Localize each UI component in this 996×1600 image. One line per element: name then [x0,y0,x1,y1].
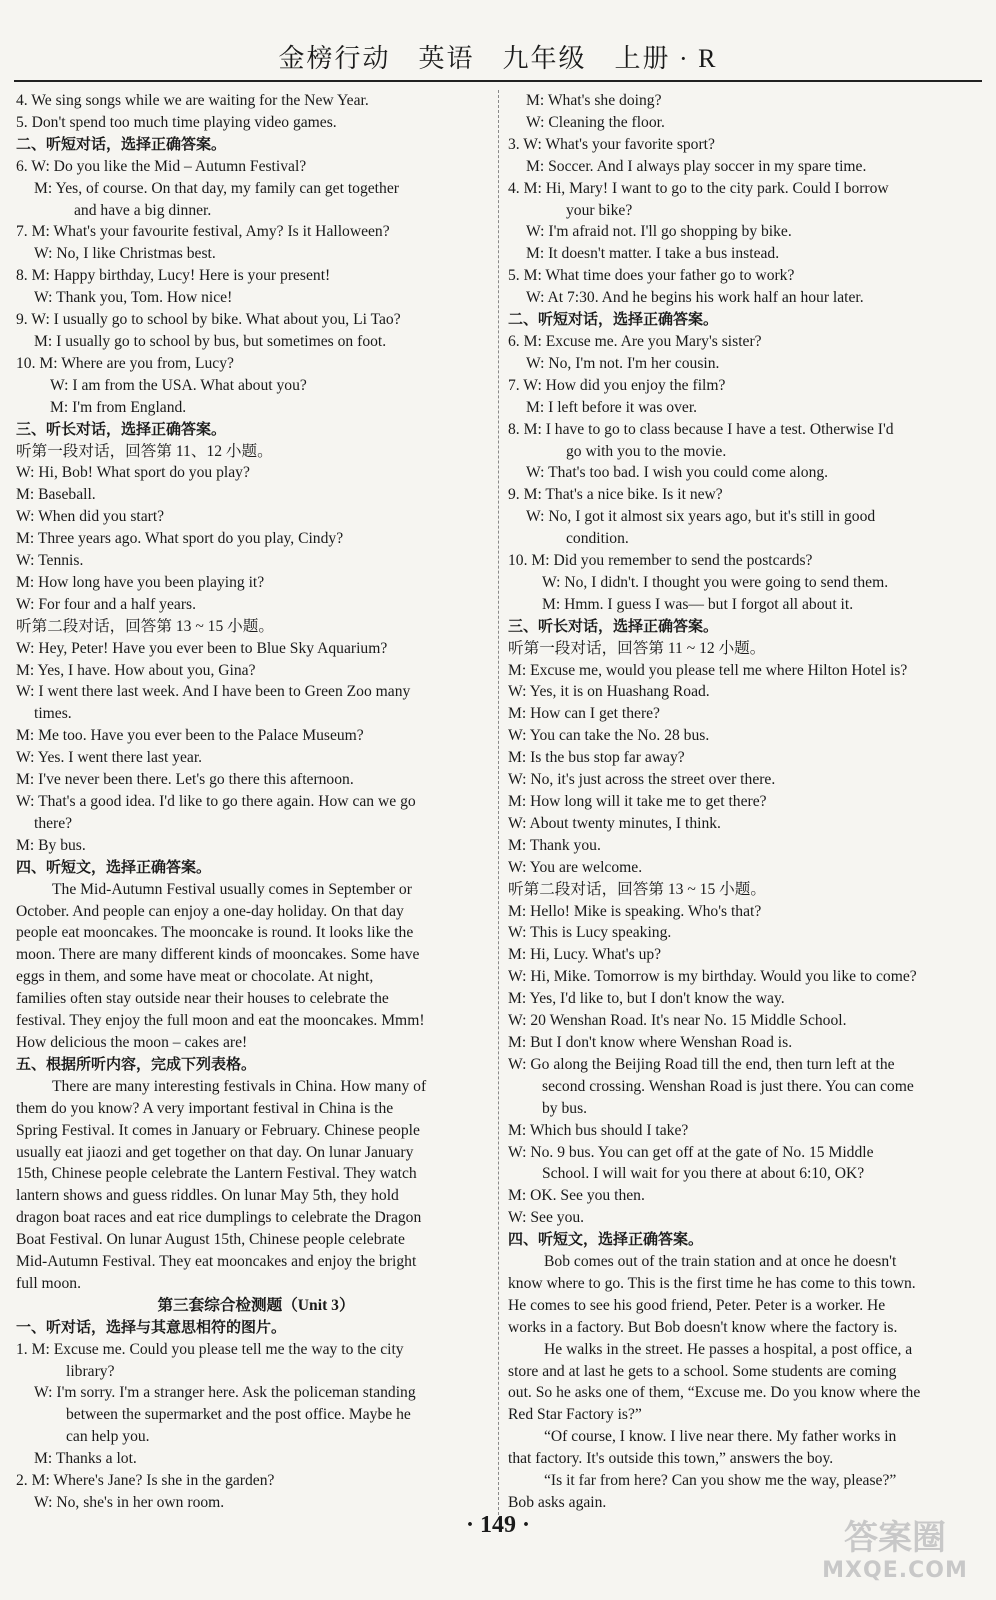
left-text-line: can help you. [66,1428,150,1446]
right-text-line: 7. W: How did you enjoy the film? [508,376,726,394]
right-text-line: 3. W: What's your favorite sport? [508,135,715,153]
right-text-line: know where to go. This is the first time he has come to this town. [508,1274,916,1292]
left-text-line: W: Thank you, Tom. How nice! [34,289,233,307]
right-text-line: M: How can I get there? [508,705,660,723]
left-text-line: W: That's a good idea. I'd like to go there again. How can we go [16,793,416,810]
left-section-heading: 三、听长对话，选择正确答案。 [16,419,227,438]
right-text-line: W: At 7:30. And he begins his work half an hour later. [526,289,864,307]
header-rule [14,80,982,82]
right-text-line: M: Hmm. I guess I was— but I forgot all about it. [542,595,854,613]
right-text-line: W: No, I got it almost six years ago, but it's still in good [526,508,876,526]
left-text-line: Boat Festival. On lunar August 15th, Chinese people celebrate [16,1231,405,1249]
right-text-line: W: No, I didn't. I thought you were going to send them. [542,573,889,591]
right-text-line: M: Is the bus stop far away? [508,749,685,767]
right-section-heading: 二、听短对话，选择正确答案。 [508,310,719,329]
right-section-heading: 四、听短文，选择正确答案。 [508,1230,704,1249]
right-text-line: M: It doesn't matter. I take a bus instead. [526,245,780,263]
left-text-line: M: Yes, I have. How about you, Gina? [16,661,256,679]
left-text-line: 15th, Chinese people celebrate the Lantern Festival. They watch [16,1165,417,1183]
right-text-line: out. So he asks one of them, “Excuse me. Do you know where the [508,1384,921,1402]
left-section-heading: 一、听对话，选择与其意思相符的图片。 [16,1317,287,1336]
left-text-line: 2. M: Where's Jane? Is she in the garden? [16,1472,275,1490]
left-text-line: M: How long have you been playing it? [16,573,265,591]
right-text-line: W: That's too bad. I wish you could come along. [526,464,829,482]
left-text-line: usually eat jiaozi and get together on that day. On lunar January [16,1143,414,1161]
left-text-line: 听第二段对话，回答第 13 ~ 15 小题。 [16,617,274,635]
left-text-line: October. And people can enjoy a one-day holiday. On that day [16,902,404,920]
left-text-line: The Mid-Autumn Festival usually comes in September or [52,880,412,898]
right-text-line: your bike? [566,201,633,219]
right-text-line: Bob asks again. [508,1494,607,1511]
left-text-line: W: I'm sorry. I'm a stranger here. Ask the policeman standing [34,1384,416,1402]
right-text-line: Red Star Factory is?” [508,1406,642,1424]
right-text-line: Bob comes out of the train station and at once he doesn't [544,1253,897,1271]
right-text-line: W: No. 9 bus. You can get off at the gate of No. 15 Middle [508,1143,874,1161]
right-text-line: by bus. [542,1099,588,1117]
left-text-line: M: Three years ago. What sport do you play, Cindy? [16,530,344,548]
right-text-line: W: Yes, it is on Huashang Road. [508,683,710,701]
left-text-line: W: Yes. I went there last year. [16,749,203,767]
running-header: 金榜行动 英语 九年级 上册 · R [278,44,718,73]
left-text-line: Mid-Autumn Festival. They eat mooncakes and enjoy the bright [16,1253,417,1271]
right-text-line: M: Soccer. And I always play soccer in my spare time. [526,157,867,175]
right-text-line: go with you to the movie. [566,442,727,460]
right-text-line: M: Yes, I'd like to, but I don't know the way. [508,990,785,1008]
right-text-line: condition. [566,530,629,548]
left-text-line: W: I am from the USA. What about you? [50,376,307,394]
left-text-line: moon. There are many different kinds of mooncakes. Some have [16,946,420,964]
left-text-line: M: Me too. Have you ever been to the Palace Museum? [16,727,364,745]
left-text-line: lantern shows and guess riddles. On lunar May 5th, they hold [16,1187,399,1205]
left-text-line: M: I'm from England. [50,398,187,416]
right-text-line: 听第二段对话，回答第 13 ~ 15 小题。 [508,880,766,898]
right-text-line: 6. M: Excuse me. Are you Mary's sister? [508,332,762,350]
left-text-line: M: By bus. [16,836,86,854]
left-text-line: M: I usually go to school by bus, but sometimes on foot. [34,332,387,350]
left-text-line: W: Hi, Bob! What sport do you play? [16,464,250,482]
right-text-line: W: No, I'm not. I'm her cousin. [526,354,720,372]
left-text-line: library? [66,1362,115,1380]
right-text-line: He walks in the street. He passes a hospital, a post office, a [544,1340,913,1358]
left-text-line: 8. M: Happy birthday, Lucy! Here is your present! [16,267,331,285]
left-text-line: W: Hey, Peter! Have you ever been to Blue Sky Aquarium? [16,639,388,657]
right-text-line: “Is it far from here? Can you show me the way, please?” [544,1472,897,1490]
right-text-line: W: 20 Wenshan Road. It's near No. 15 Middle School. [508,1012,847,1030]
right-text-line: store and at last he gets to a school. Some students are coming [508,1362,897,1380]
right-text-line: W: You can take the No. 28 bus. [508,727,710,745]
left-text-line: people eat mooncakes. The mooncake is round. It looks like the [16,924,414,942]
right-text-line: 9. M: That's a nice bike. Is it new? [508,486,723,504]
left-text-line: W: I went there last week. And I have been to Green Zoo many [16,683,411,701]
right-section-heading: 三、听长对话，选择正确答案。 [508,616,719,635]
right-text-line: 4. M: Hi, Mary! I want to go to the city park. Could I borrow [508,179,889,197]
right-text-line: 听第一段对话，回答第 11 ~ 12 小题。 [508,639,766,657]
watermark-logo: 答案圈 [844,1518,946,1558]
left-text-line: W: Tennis. [16,552,84,570]
left-text-line: there? [34,814,73,832]
left-text-line: W: No, I like Christmas best. [34,245,216,263]
left-text-line: between the supermarket and the post office. Maybe he [66,1406,411,1424]
right-text-line: W: No, it's just across the street over there. [508,771,776,789]
left-text-line: 4. We sing songs while we are waiting for the New Year. [16,92,369,109]
watermark-url: MXQE.COM [822,1558,968,1583]
left-column [16,90,496,1514]
left-text-line: dragon boat races and eat rice dumplings to celebrate the Dragon [16,1209,422,1227]
right-text-line: M: Hi, Lucy. What's up? [508,946,662,964]
left-text-line: 1. M: Excuse me. Could you please tell me the way to the city [16,1340,404,1358]
left-text-line: W: No, she's in her own room. [34,1494,225,1511]
left-text-line: W: When did you start? [16,508,165,526]
right-text-line: W: About twenty minutes, I think. [508,814,721,832]
right-text-line: W: See you. [508,1209,585,1227]
left-text-line: M: Baseball. [16,486,96,504]
left-test-title: 第三套综合检测题（Unit 3） [157,1296,355,1314]
right-text-line: M: OK. See you then. [508,1187,645,1205]
right-text-line: M: How long will it take me to get there? [508,793,767,810]
left-text-line: families often stay outside near their houses to celebrate the [16,990,389,1008]
right-text-line: M: Thank you. [508,836,601,854]
left-text-line: 6. W: Do you like the Mid – Autumn Festival? [16,157,307,175]
column-divider [498,90,499,1520]
right-text-line: 8. M: I have to go to class because I have a test. Otherwise I'd [508,420,894,438]
left-text-line: times. [34,705,72,723]
left-text-line: 10. M: Where are you from, Lucy? [16,354,234,372]
right-text-line: works in a factory. But Bob doesn't know where the factory is. [508,1318,898,1336]
left-text-line: full moon. [16,1274,81,1292]
left-text-line: M: I've never been there. Let's go there this afternoon. [16,771,354,789]
left-text-line: M: Yes, of course. On that day, my family can get together [34,179,399,197]
left-text-line: 9. W: I usually go to school by bike. What about you, Li Tao? [16,311,401,329]
right-text-line: W: You are welcome. [508,858,643,876]
left-text-line: 听第一段对话，回答第 11、12 小题。 [16,442,273,460]
left-text-line: festival. They enjoy the full moon and eat the mooncakes. Mmm! [16,1012,425,1030]
left-text-line: M: Thanks a lot. [34,1450,137,1468]
right-text-line: He comes to see his good friend, Peter. Peter is a worker. He [508,1296,886,1314]
right-text-line: M: But I don't know where Wenshan Road is. [508,1033,793,1051]
watermark [820,1520,970,1590]
right-column [508,90,984,1514]
right-text-line: M: Hello! Mike is speaking. Who's that? [508,902,762,920]
left-text-line: and have a big dinner. [74,201,212,219]
left-text-line: How delicious the moon – cakes are! [16,1033,248,1051]
right-text-line: W: Hi, Mike. Tomorrow is my birthday. Would you like to come? [508,968,917,986]
left-section-heading: 五、根据所听内容，完成下列表格。 [16,1054,257,1073]
right-text-line: M: I left before it was over. [526,398,698,416]
left-text-line: 5. Don't spend too much time playing video games. [16,113,337,131]
right-text-line: M: What's she doing? [526,92,662,109]
left-section-heading: 二、听短对话，选择正确答案。 [16,134,227,153]
left-text-line: them do you know? A very important festival in China is the [16,1099,394,1117]
right-text-line: W: This is Lucy speaking. [508,924,672,942]
right-text-line: 5. M: What time does your father go to work? [508,267,795,285]
left-text-line: W: For four and a half years. [16,595,196,613]
right-text-line: W: Cleaning the floor. [526,113,665,131]
right-text-line: 10. M: Did you remember to send the postcards? [508,552,813,570]
left-text-line: Spring Festival. It comes in January or February. Chinese people [16,1121,420,1139]
left-section-heading: 四、听短文，选择正确答案。 [16,857,212,876]
right-text-line: “Of course, I know. I live near there. My father works in [544,1428,897,1446]
right-text-line: second crossing. Wenshan Road is just there. You can come [542,1077,914,1095]
right-text-line: W: I'm afraid not. I'll go shopping by bike. [526,223,792,241]
right-text-line: W: Go along the Beijing Road till the end, then turn left at the [508,1055,895,1073]
right-text-line: M: Excuse me, would you please tell me where Hilton Hotel is? [508,661,908,679]
left-text-line: 7. M: What's your favourite festival, Amy? Is it Halloween? [16,223,390,241]
right-text-line: M: Which bus should I take? [508,1121,689,1139]
page-number: · 149 · [465,1512,530,1538]
left-text-line: eggs in them, and some have meat or chocolate. At night, [16,968,374,986]
right-text-line: that factory. It's outside this town,” answers the boy. [508,1450,834,1468]
right-text-line: School. I will wait for you there at about 6:10, OK? [542,1165,865,1183]
left-text-line: There are many interesting festivals in China. How many of [52,1077,427,1095]
